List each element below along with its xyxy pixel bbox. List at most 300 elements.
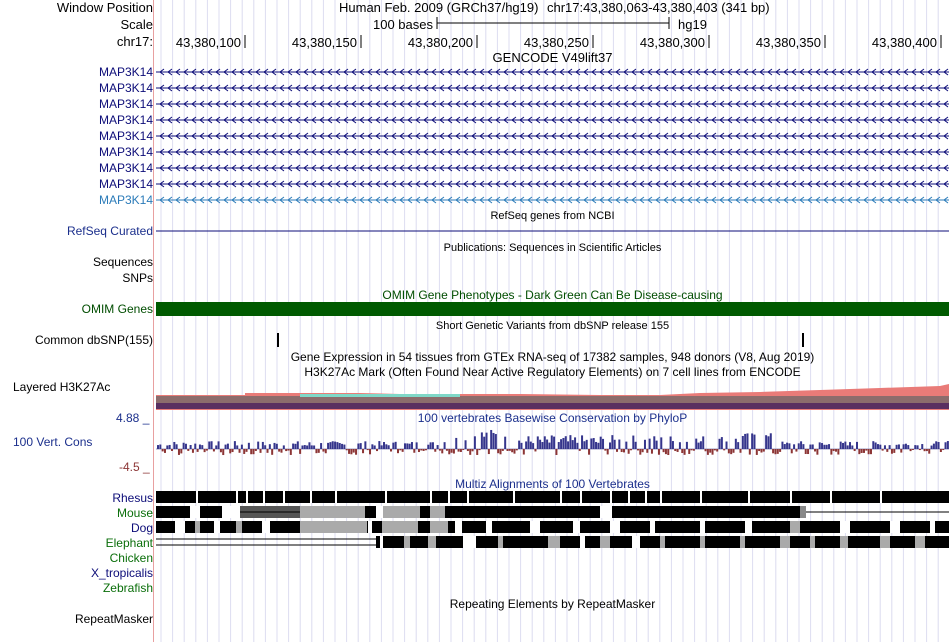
phylop-bar (236, 445, 238, 449)
phylop-bar (225, 445, 227, 449)
phylop-bar (611, 435, 613, 449)
publications-title: Publications: Sequences in Scientific Articles (443, 242, 662, 254)
phylop-bar (651, 449, 653, 454)
phylop-bar (574, 437, 576, 449)
phylop-bar (875, 442, 877, 449)
phylop-bar (208, 441, 210, 449)
phylop-bar (576, 443, 578, 449)
phylop-bar (588, 449, 590, 455)
phylop-bar (658, 449, 660, 455)
multiz-gap (300, 521, 367, 533)
phylop-bar (432, 442, 434, 449)
multiz-species-label[interactable]: Zebrafish (102, 581, 153, 595)
phylop-bar (229, 449, 231, 453)
db-text: hg19 (678, 17, 707, 32)
multiz-gap (790, 521, 800, 533)
phylop-bar (858, 449, 860, 454)
phylop-bar (299, 449, 301, 454)
phylop-bar (854, 449, 856, 451)
phylop-bar (544, 436, 546, 449)
h3k27ac-layer (156, 396, 949, 404)
gencode-gene-label[interactable]: MAP3K14 (98, 65, 153, 79)
phylop-bar (520, 443, 522, 449)
phylop-bar (770, 433, 772, 449)
phylop-bar (532, 443, 534, 449)
phylop-bar (346, 449, 348, 450)
phylop-bar (211, 441, 213, 449)
phylop-bar (486, 433, 488, 449)
multiz-block (156, 521, 949, 533)
phylop-bar (581, 435, 583, 449)
phylop-bar (567, 441, 569, 449)
phylop-bar (334, 442, 336, 449)
phylop-bar (171, 449, 173, 451)
multiz-gap (632, 536, 640, 548)
phylop-bar (164, 449, 166, 453)
phylop-bar (304, 445, 306, 449)
phylop-bar (623, 449, 625, 452)
position-text: chr17:43,380,063-43,380,403 (341 bp) (547, 0, 770, 15)
phylop-bar (430, 442, 432, 449)
ruler-tick-label: 43,380,150 (291, 35, 357, 50)
phylop-bar (385, 444, 387, 449)
phylop-bar (644, 440, 646, 449)
snps-label[interactable]: SNPs (122, 271, 153, 285)
phylop-bar (290, 449, 292, 455)
phylop-bar (474, 436, 476, 449)
phylop-bar (222, 449, 224, 455)
phylop-bar (798, 443, 800, 449)
multiz-gap (214, 521, 220, 533)
multiz-gap (455, 521, 462, 533)
scale-text: 100 bases (373, 17, 433, 32)
phylop-bar (781, 442, 783, 449)
multiz-block (600, 506, 612, 518)
phylop-bar (548, 443, 550, 449)
phylop-bar (679, 442, 681, 449)
phylop-bar (614, 440, 616, 449)
phylop-bar (518, 441, 520, 449)
phylop-bar (253, 449, 255, 454)
omim-title: OMIM Gene Phenotypes - Dark Green Can Be Disease-causing (382, 288, 723, 302)
multiz-block (156, 506, 190, 518)
phylop-bar (483, 437, 485, 449)
multiz-species-label[interactable]: Chicken (109, 551, 153, 565)
phylop-bar (199, 445, 201, 449)
repeatmasker-title: Repeating Elements by RepeatMasker (449, 597, 656, 611)
phylop-bar (192, 449, 194, 453)
phylop-bar (329, 442, 331, 449)
multiz-block (376, 506, 383, 518)
phylop-bar (837, 449, 839, 455)
phylop-bar (388, 445, 390, 449)
phylop-bar (509, 449, 511, 451)
phylop-bar (166, 445, 168, 449)
phylop-bar (243, 449, 245, 454)
phylop-bar (427, 445, 429, 449)
multiz-species-label[interactable]: Dog (130, 521, 153, 535)
phylop-bar (513, 449, 515, 454)
phylop-bar (390, 449, 392, 452)
phylop-bar (530, 442, 532, 449)
phylop-bar (381, 445, 383, 449)
phylop-bar (600, 437, 602, 449)
phylop-bar (437, 445, 439, 449)
multiz-gap (380, 536, 383, 548)
phylop-bar (362, 449, 364, 453)
phylop-bar (490, 430, 492, 449)
phylop-bar (178, 449, 180, 455)
phylop-bar (674, 449, 676, 451)
multiz-species-label[interactable]: Rhesus (112, 491, 153, 505)
phylop-bar (847, 445, 849, 449)
gencode-gene-label[interactable]: MAP3K14 (98, 113, 153, 127)
multiz-gap (382, 521, 418, 533)
phylop-bar (215, 445, 217, 449)
phylop-bar (406, 443, 408, 449)
phylop-bar (285, 449, 287, 451)
phylop-bar (746, 433, 748, 449)
phylop-bar (942, 449, 944, 450)
multiz-gap (262, 521, 270, 533)
phylop-bar (350, 449, 352, 454)
phylop-max-label: 4.88 _ (116, 411, 150, 425)
phylop-bar (488, 449, 490, 454)
phylop-bar (772, 449, 774, 453)
phylop-min-label: -4.5 _ (119, 460, 150, 474)
phylop-bar (868, 449, 870, 454)
phylop-bar (753, 435, 755, 449)
multiz-gap (600, 536, 610, 548)
gencode-gene-label[interactable]: MAP3K14 (98, 177, 153, 191)
phylop-bar (910, 449, 912, 451)
phylop-bar (257, 442, 259, 449)
gencode-gene-label[interactable]: MAP3K14 (98, 81, 153, 95)
multiz-gap (930, 521, 935, 533)
phylop-bar (213, 449, 215, 451)
chrom-label: chr17: (116, 34, 153, 49)
phylop-bar (397, 449, 399, 453)
snp-marker (802, 333, 804, 347)
phylop-bar (828, 444, 830, 449)
multiz-gap (548, 536, 560, 548)
multiz-block (200, 506, 222, 518)
multiz-gap (780, 536, 790, 548)
phylop-bar (872, 441, 874, 449)
repeatmasker-label[interactable]: RepeatMasker (74, 612, 153, 626)
phylop-bar (465, 440, 467, 449)
phylop-bar (280, 449, 282, 453)
phylop-bar (241, 445, 243, 449)
phylop-bar (863, 449, 865, 453)
phylop-bar (730, 449, 732, 454)
phylop-bar (812, 444, 814, 449)
multiz-gap (700, 536, 705, 548)
phylop-bar (467, 449, 469, 451)
multiz-gap (486, 521, 492, 533)
multiz-gap (580, 491, 582, 503)
phylop-bar (879, 445, 881, 449)
phylop-bar (276, 444, 278, 449)
ruler-tick-label: 43,380,250 (523, 35, 589, 50)
phylop-bar (313, 445, 315, 449)
phylop-bar (322, 449, 324, 452)
sequences-label[interactable]: Sequences (92, 255, 153, 269)
phylop-bar (595, 442, 597, 449)
phylop-bar (714, 449, 716, 450)
phylop-bar (374, 445, 376, 449)
phylop-bar (325, 449, 327, 453)
phylop-bar (914, 445, 916, 449)
phylop-bar (444, 442, 446, 449)
phylop-bar (402, 449, 404, 452)
phylop-bar (607, 449, 609, 454)
phylop-bar (742, 436, 744, 449)
phylop-bar (733, 449, 735, 453)
omim-bar (156, 302, 949, 316)
phylop-bar (336, 442, 338, 449)
multiz-gap (840, 521, 850, 533)
multiz-gap (830, 491, 832, 503)
phylop-bar (469, 449, 471, 455)
phylop-bar (840, 442, 842, 449)
h3k27ac-title: H3K27Ac Mark (Often Found Near Active Regulatory Elements) on 7 cell lines from ENCODE (304, 365, 801, 379)
phylop-bar (851, 445, 853, 449)
sidebar-divider (153, 0, 154, 642)
phylop-bar (495, 434, 497, 449)
phylop-bar (835, 449, 837, 452)
phylop-bar (618, 440, 620, 449)
phylop-bar (709, 449, 711, 453)
multiz-block (800, 506, 806, 518)
phylop-bar (893, 449, 895, 453)
phylop-bar (756, 449, 758, 455)
multiz-gap (880, 491, 882, 503)
gencode-gene-label[interactable]: MAP3K14 (98, 97, 153, 111)
phylop-bar (788, 443, 790, 449)
phylop-bar (670, 436, 672, 449)
gencode-gene-label[interactable]: MAP3K14 (98, 193, 153, 207)
phylop-bar (632, 436, 634, 449)
phylop-bar (621, 449, 623, 452)
gencode-gene-label[interactable]: MAP3K14 (98, 161, 153, 175)
multiz-gap (660, 491, 662, 503)
phylop-bar (462, 449, 464, 450)
multiz-block (430, 506, 445, 518)
phylop-bar (176, 444, 178, 449)
phylop-bar (562, 438, 564, 449)
multiz-gap (404, 536, 410, 548)
phylop-bar (534, 449, 536, 451)
phylop-bar (786, 443, 788, 449)
multiz-species-label[interactable]: Mouse (116, 506, 153, 520)
phylop-bar (451, 449, 453, 453)
phylop-bar (185, 444, 187, 449)
phylop-bar (378, 441, 380, 449)
phylop-bar (735, 439, 737, 449)
phylop-bar (234, 441, 236, 449)
phylop-bar (162, 449, 164, 451)
phylop-bar (301, 445, 303, 449)
phylop-label[interactable]: 100 Vert. Cons (13, 435, 93, 449)
phylop-bar (453, 449, 455, 454)
phylop-bar (728, 449, 730, 453)
phylop-bar (255, 449, 257, 451)
multiz-gap (498, 536, 503, 548)
phylop-bar (597, 443, 599, 449)
phylop-bar (190, 445, 192, 449)
multiz-species-label[interactable]: X_tropicalis (90, 566, 153, 580)
gencode-gene-label[interactable]: MAP3K14 (98, 129, 153, 143)
phylop-bar (760, 449, 762, 453)
phylop-bar (905, 444, 907, 449)
phylop-bar (695, 439, 697, 449)
phylop-bar (555, 449, 557, 455)
phylop-bar (367, 449, 369, 450)
phylop-bar (882, 449, 884, 451)
phylop-bar (183, 443, 185, 449)
phylop-bar (779, 449, 781, 452)
phylop-bar (604, 449, 606, 451)
multiz-gap (810, 536, 815, 548)
h3k27ac-layer (156, 403, 949, 409)
phylop-bar (705, 449, 707, 451)
phylop-bar (320, 443, 322, 449)
multiz-gap (745, 521, 752, 533)
phylop-bar (294, 444, 296, 449)
phylop-bar (267, 449, 269, 453)
phylop-bar (355, 449, 357, 455)
phylop-bar (933, 444, 935, 449)
phylop-bar (751, 433, 753, 449)
h3k27ac-layer (300, 394, 460, 397)
phylop-bar (700, 441, 702, 449)
phylop-bar (360, 443, 362, 449)
multiz-gap (246, 491, 248, 503)
window-position-label: Window Position (56, 0, 153, 15)
phylop-bar (159, 445, 161, 449)
multiz-gap (428, 536, 436, 548)
phylop-bar (169, 445, 171, 449)
phylop-bar (865, 449, 867, 451)
multiz-gap (513, 491, 515, 503)
phylop-bar (945, 442, 947, 449)
phylop-bar (409, 444, 411, 449)
phylop-bar (497, 449, 499, 453)
multiz-gap (430, 521, 448, 533)
phylop-bar (341, 444, 343, 449)
phylop-bar (849, 442, 851, 449)
phylop-bar (399, 449, 401, 450)
multiz-title: Multiz Alignments of 100 Vertebrates (455, 477, 650, 491)
phylop-bar (425, 449, 427, 450)
phylop-bar (819, 442, 821, 449)
refseq-label[interactable]: RefSeq Curated (66, 224, 153, 238)
phylop-bar (173, 442, 175, 449)
phylop-bar (590, 438, 592, 449)
phylop-title: 100 vertebrates Basewise Conservation by PhyloP (417, 411, 688, 425)
phylop-bar (693, 449, 695, 451)
phylop-bar (907, 445, 909, 449)
phylop-bar (353, 449, 355, 453)
phylop-bar (460, 449, 462, 452)
phylop-bar (383, 442, 385, 449)
multiz-gap (700, 521, 705, 533)
phylop-bar (315, 449, 317, 453)
phylop-bar (877, 444, 879, 449)
phylop-bar (541, 442, 543, 449)
phylop-bar (586, 440, 588, 449)
dbsnp-label[interactable]: Common dbSNP(155) (34, 333, 153, 347)
phylop-bar (723, 449, 725, 450)
phylop-bar (551, 435, 553, 449)
phylop-bar (665, 449, 667, 454)
phylop-bar (935, 441, 937, 449)
phylop-bar (635, 442, 637, 449)
phylop-bar (616, 449, 618, 452)
phylop-bar (807, 449, 809, 454)
phylop-bar (416, 442, 418, 449)
phylop-bar (924, 449, 926, 451)
phylop-bar (649, 439, 651, 449)
phylop-bar (653, 436, 655, 449)
phylop-bar (870, 449, 872, 454)
multiz-gap (310, 491, 312, 503)
phylop-bar (441, 449, 443, 453)
gencode-gene-label[interactable]: MAP3K14 (98, 145, 153, 159)
multiz-gap (645, 491, 647, 503)
phylop-bar (719, 439, 721, 449)
multiz-block (445, 506, 600, 518)
phylop-bar (493, 433, 495, 449)
phylop-bar (744, 434, 746, 449)
phylop-bar (774, 449, 776, 454)
gencode-title: GENCODE V49lift37 (492, 50, 613, 65)
phylop-bar (476, 449, 478, 455)
phylop-bar (805, 449, 807, 454)
multiz-block (222, 506, 240, 518)
phylop-bar (784, 444, 786, 449)
ruler-tick-label: 43,380,400 (871, 35, 937, 50)
phylop-bar (274, 443, 276, 449)
multiz-gap (430, 491, 432, 503)
multiz-block (365, 506, 376, 518)
phylop-bar (516, 449, 518, 450)
phylop-bar (707, 449, 709, 455)
phylop-bar (262, 442, 264, 449)
multiz-gap (236, 491, 238, 503)
phylop-bar (656, 441, 658, 449)
h3k27ac-label[interactable]: Layered H3K27Ac (13, 380, 111, 394)
multiz-gap (463, 536, 476, 548)
multiz-species-label[interactable]: Elephant (105, 536, 153, 550)
multiz-gap (175, 521, 185, 533)
phylop-bar (278, 449, 280, 452)
ruler-tick-label: 43,380,300 (639, 35, 705, 50)
phylop-bar (938, 442, 940, 449)
phylop-bar (898, 444, 900, 449)
phylop-bar (758, 449, 760, 451)
phylop-bar (197, 449, 199, 452)
phylop-bar (318, 449, 320, 453)
multiz-block (420, 506, 430, 518)
multiz-gap (580, 536, 585, 548)
omim-label[interactable]: OMIM Genes (81, 302, 153, 316)
phylop-bar (332, 441, 334, 449)
phylop-bar (625, 442, 627, 449)
phylop-bar (579, 449, 581, 451)
multiz-block (300, 506, 365, 518)
